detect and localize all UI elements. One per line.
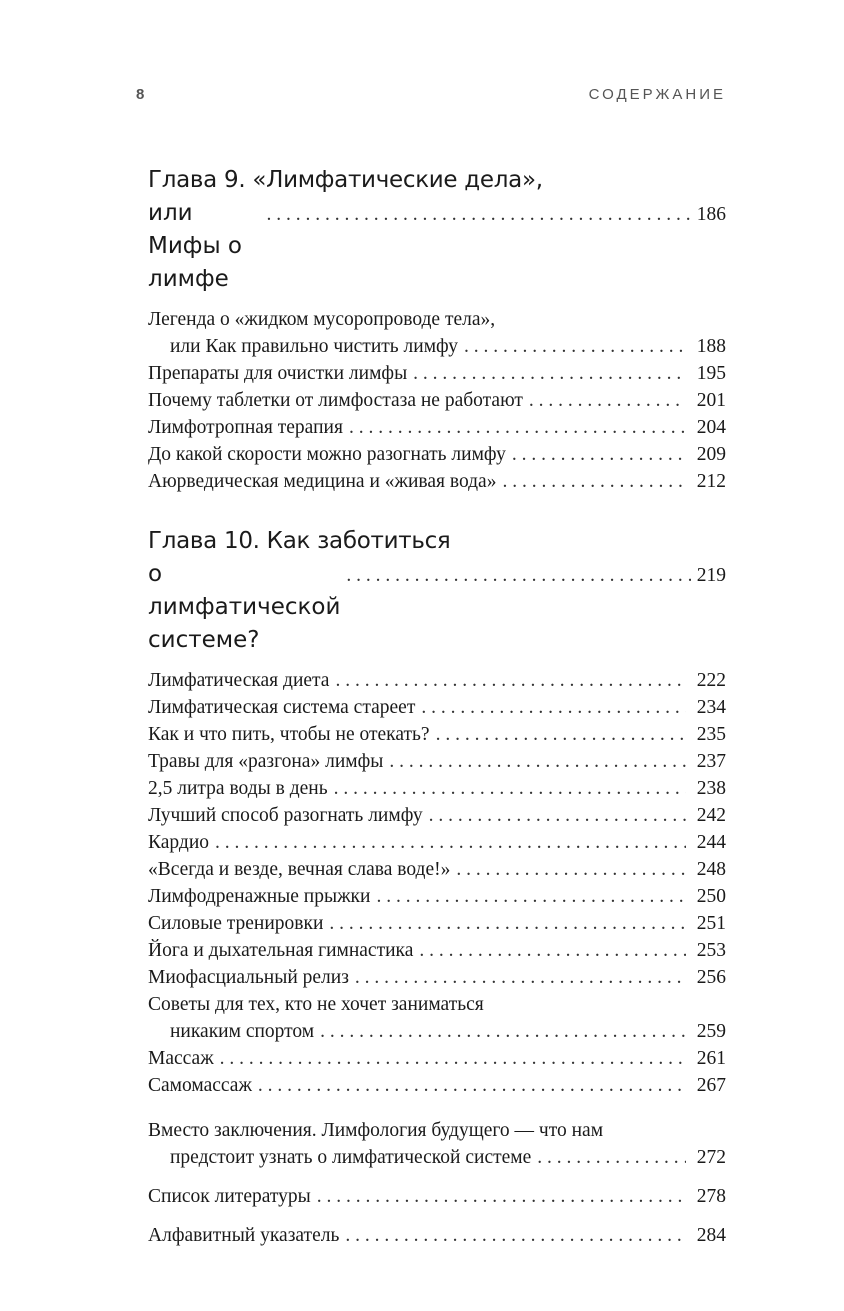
toc-entry-line2: или Как правильно чистить лимфу [170,336,458,357]
running-head [136,86,726,108]
toc-entry-text: Лимфатическая диета [148,670,330,691]
toc-entry[interactable] [148,802,726,829]
dot-leader [215,829,686,856]
toc-entry[interactable] [148,468,726,495]
toc-entry[interactable] [148,721,726,748]
toc-entry-page: 204 [696,417,726,438]
toc-entry-page: 237 [696,751,726,772]
toc-entry-line1: Легенда о «жидком мусоропроводе тела», [148,309,496,330]
dot-leader [389,748,686,775]
dot-leader [429,802,686,829]
toc-entry-page: 256 [696,967,726,988]
toc-entry-page: 242 [696,805,726,826]
dot-leader [220,1045,686,1072]
dot-leader [320,1018,686,1045]
chapter-9-title-row[interactable] [148,197,726,296]
toc-entry-text: До какой скорости можно разогнать лимфу [148,444,506,465]
dot-leader [537,1144,686,1171]
toc-entry[interactable] [148,991,726,1045]
toc-entry-text: Список литературы [148,1186,311,1207]
dot-leader [335,667,686,694]
toc-entry-text: Травы для «разгона» лимфы [148,751,384,772]
toc-entry-text: Аюрведическая медицина и «живая вода» [148,471,497,492]
toc-entry[interactable] [148,937,726,964]
toc-entry-text: 2,5 литра воды в день [148,778,328,799]
chapter-10-title-line2: о лимфатической системе? [148,561,341,653]
section-title: СОДЕРЖАНИЕ [588,86,726,103]
dot-leader [436,721,686,748]
toc-entry-page: 250 [696,886,726,907]
toc-entry-page: 212 [696,471,726,492]
dot-leader [456,856,686,883]
toc-entry-text: Массаж [148,1048,214,1069]
back-matter [148,1117,726,1249]
toc-entry-bibliography[interactable] [148,1183,726,1210]
toc-entry[interactable] [148,775,726,802]
toc-entry-conclusion[interactable] [148,1117,726,1171]
dot-leader [329,910,686,937]
toc-entry-text: «Всегда и везде, вечная слава воде!» [148,859,451,880]
toc-entry-page: 248 [696,859,726,880]
toc-entry[interactable] [148,856,726,883]
toc-entry[interactable] [148,748,726,775]
toc-entry[interactable] [148,306,726,360]
toc-entry-page: 238 [696,778,726,799]
dot-leader [258,1072,686,1099]
toc-entry-page: 267 [696,1075,726,1096]
dot-leader [529,387,686,414]
toc-entry-page: 209 [696,444,726,465]
chapter-10 [148,525,726,1099]
dot-leader [502,468,686,495]
dot-leader [345,1222,686,1249]
toc-entry-page: 251 [696,913,726,934]
toc-entry-page: 278 [696,1186,726,1207]
toc-entry[interactable] [148,1072,726,1099]
dot-leader [317,1183,686,1210]
table-of-contents [148,164,726,1249]
toc-entry-text: Почему таблетки от лимфостаза не работают [148,390,523,411]
toc-entry-line1: Советы для тех, кто не хочет заниматься [148,994,484,1015]
dot-leader [421,694,686,721]
toc-entry-page: 284 [696,1225,726,1246]
toc-entry-line2: никаким спортом [170,1021,315,1042]
toc-entry-line1: Вместо заключения. Лимфология будущего — что нам [148,1120,604,1141]
toc-entry-page: 244 [696,832,726,853]
toc-entry-page: 272 [696,1147,726,1168]
toc-entry-page: 201 [696,390,726,411]
toc-entry[interactable] [148,360,726,387]
chapter-9-page: 186 [696,204,726,225]
toc-entry-page: 259 [696,1021,726,1042]
toc-entry-text: Алфавитный указатель [148,1225,340,1246]
toc-entry[interactable] [148,883,726,910]
chapter-9-title-line1[interactable]: Глава 9. «Лимфатические дела», [148,167,543,193]
toc-entry-text: Лучший способ разогнать лимфу [148,805,423,826]
toc-entry-text: Самомассаж [148,1075,252,1096]
toc-entry[interactable] [148,667,726,694]
toc-entry[interactable] [148,964,726,991]
toc-entry-text: Кардио [148,832,210,853]
dot-leader [376,883,686,910]
toc-entry-text: Силовые тренировки [148,913,324,934]
dot-leader [419,937,686,964]
toc-entry[interactable] [148,414,726,441]
chapter-9-title-line2: или Мифы о лимфе [148,200,242,292]
dot-leader [334,775,686,802]
toc-entry[interactable] [148,1045,726,1072]
toc-entry[interactable] [148,829,726,856]
toc-entry-text: Лимфатическая система стареет [148,697,416,718]
dot-leader [346,559,690,592]
dot-leader [355,964,686,991]
toc-entry[interactable] [148,387,726,414]
page-number: 8 [136,86,145,103]
dot-leader [512,441,686,468]
dot-leader [464,333,686,360]
toc-entry-page: 261 [696,1048,726,1069]
chapter-10-title-row[interactable] [148,558,726,657]
dot-leader [267,198,691,231]
toc-entry-text: Йога и дыхательная гимнастика [148,940,414,961]
toc-entry-text: Лимфотропная терапия [148,417,343,438]
toc-entry-page: 253 [696,940,726,961]
toc-entry-page: 222 [696,670,726,691]
dot-leader [349,414,686,441]
toc-entry-text: Препараты для очистки лимфы [148,363,408,384]
toc-entry-page: 195 [696,363,726,384]
toc-entry-line2: предстоит узнать о лимфатической системе [170,1147,532,1168]
toc-entry[interactable] [148,441,726,468]
toc-entry-index[interactable] [148,1222,726,1249]
toc-entry-text: Миофасциальный релиз [148,967,349,988]
toc-entry-text: Лимфодренажные прыжки [148,886,371,907]
toc-entry-text: Как и что пить, чтобы не отекать? [148,724,430,745]
toc-entry-page: 234 [696,697,726,718]
toc-entry[interactable] [148,694,726,721]
toc-entry[interactable] [148,910,726,937]
dot-leader [413,360,686,387]
toc-entry-page: 235 [696,724,726,745]
chapter-10-title-line1[interactable]: Глава 10. Как заботиться [148,528,451,554]
toc-entry-page: 188 [696,336,726,357]
chapter-10-page: 219 [696,565,726,586]
chapter-9 [148,164,726,495]
